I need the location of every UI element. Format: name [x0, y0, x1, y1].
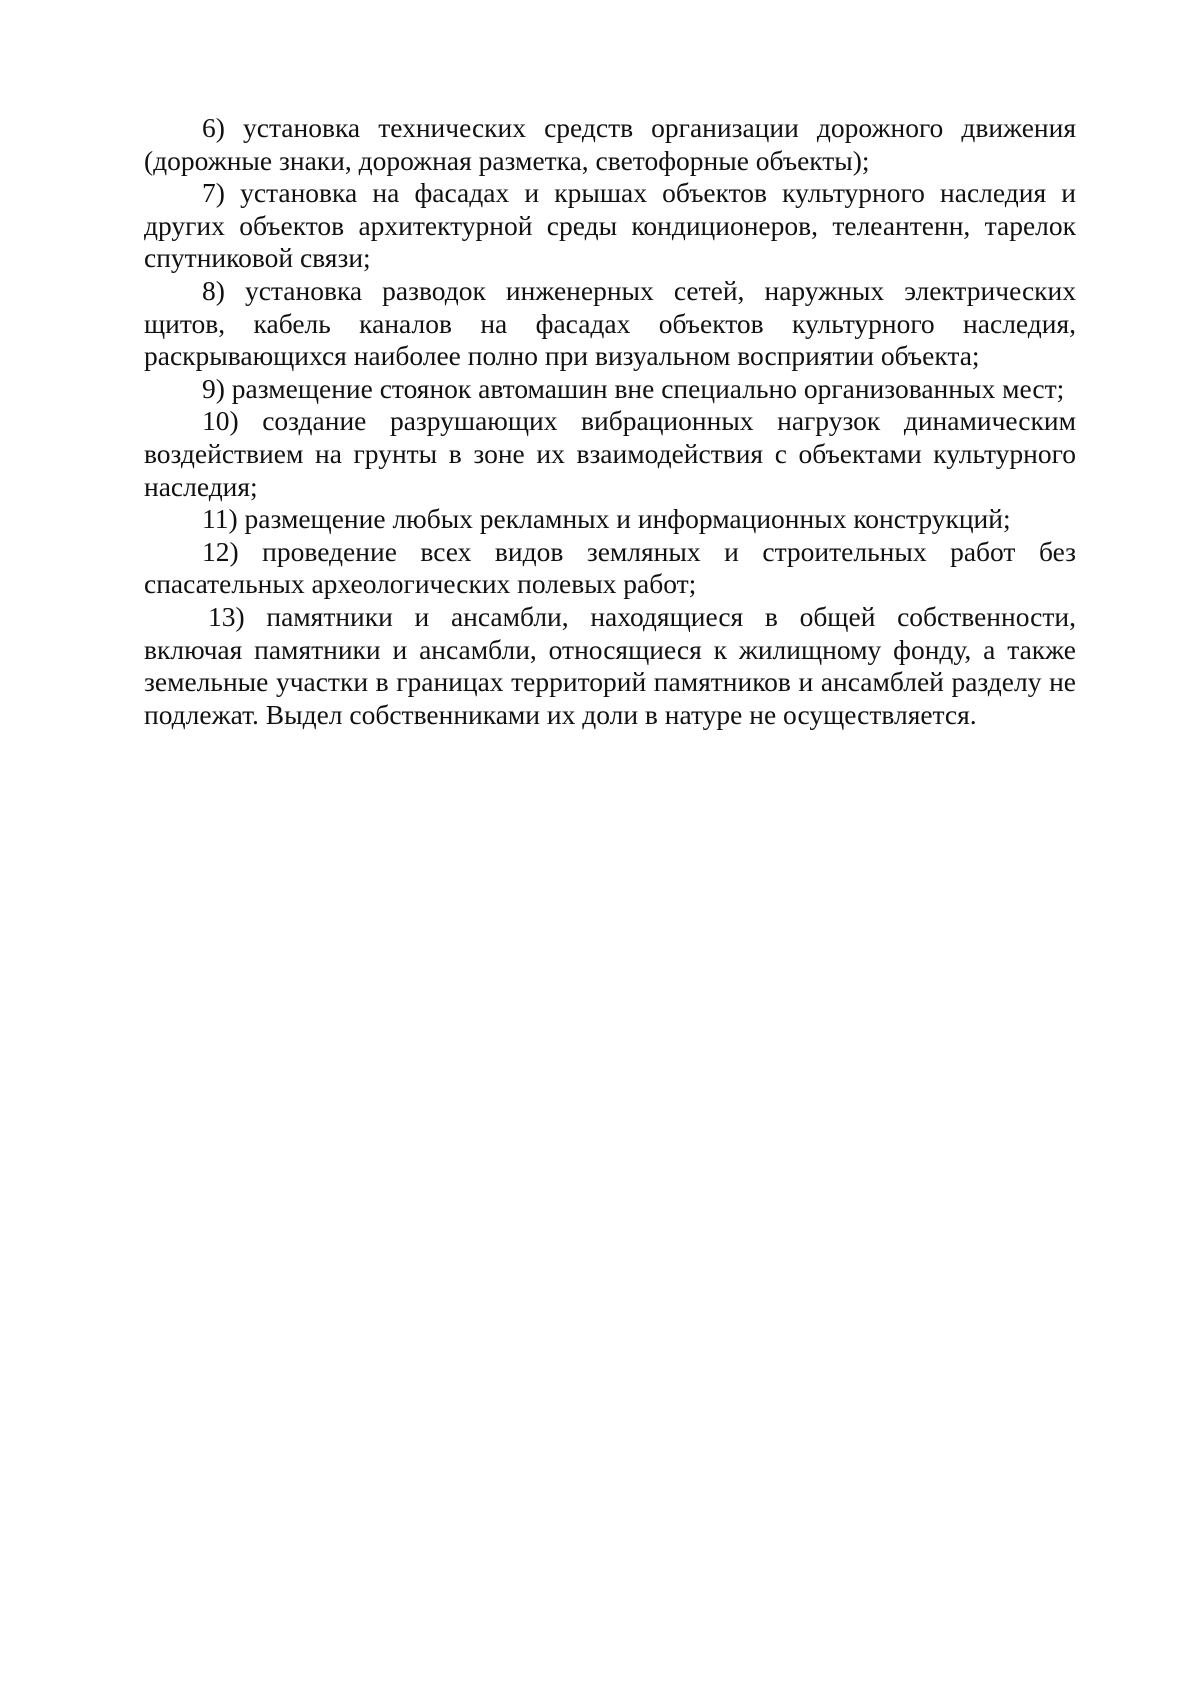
list-item-7: 7) установка на фасадах и крышах объектов культурного наследия и других объектов архитектурной среды кондиционеров, телеантенн, тарелок спутниковой связи;	[144, 177, 1076, 274]
list-item-8: 8) установка разводок инженерных сетей, наружных электрических щитов, кабель каналов на фасадах объектов культурного наследия, раскрывающихся наиболее полно при визуальном восприятии объекта;	[144, 274, 1076, 372]
list-item-12: 12) проведение всех видов земляных и строительных работ без спасательных археологических полевых работ;	[144, 535, 1076, 600]
list-item-13: 13) памятники и ансамбли, находящиеся в общей собственности, включая памятники и ансамбли, относящиеся к жилищному фонду, а также земельные участки в границах территорий памятников и ансамблей разделу не подлежат. Выдел собственниками их доли в натуре не осуществляется.	[144, 600, 1076, 730]
list-item-10: 10) создание разрушающих вибрационных нагрузок динамическим воздействием на грунты в зоне их взаимодействия с объектами культурного наследия;	[144, 405, 1076, 502]
list-item-6: 6) установка технических средств организации дорожного движения (дорожные знаки, дорожная разметка, светофорные объекты);	[144, 112, 1076, 176]
document-body	[144, 112, 1076, 731]
list-item-11: 11) размещение любых рекламных и информационных конструкций;	[202, 503, 1011, 535]
list-item-9: 9) размещение стоянок автомашин вне специально организованных мест;	[202, 372, 1065, 404]
